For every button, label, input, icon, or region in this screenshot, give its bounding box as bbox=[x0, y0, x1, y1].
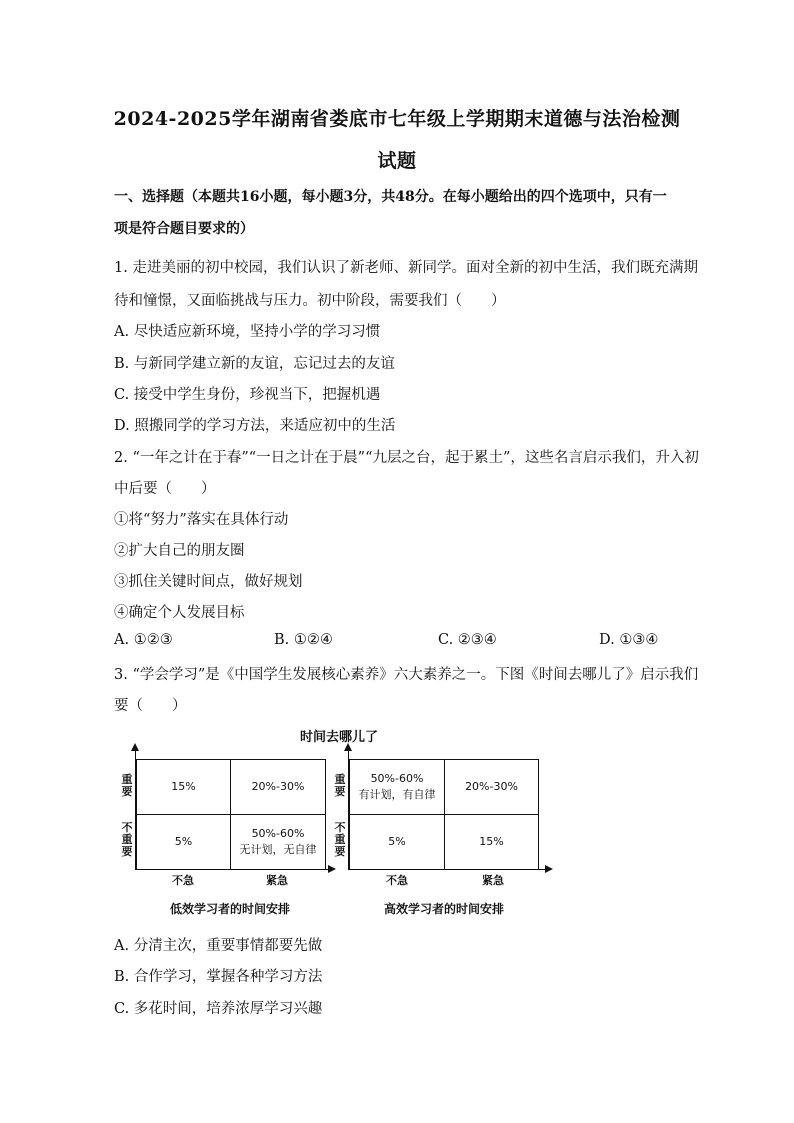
left-y-label-not-important: 不重要 bbox=[121, 821, 133, 858]
question-2-option-b: B. ①②④ bbox=[274, 632, 333, 648]
question-3-option-b: B. 合作学习，掌握各种学习方法 bbox=[114, 969, 323, 985]
right-y-label-important: 重要 bbox=[334, 773, 346, 798]
exam-title-line1: 2024-2025学年湖南省娄底市七年级上学期期末道德与法治检测 bbox=[113, 108, 681, 130]
right-diagram-caption: 高效学习者的时间安排 bbox=[384, 902, 505, 916]
question-2-stem-line2: 中后要（ ） bbox=[114, 481, 216, 497]
left-x-label-not-urgent: 不急 bbox=[172, 874, 194, 887]
question-2-option-d: D. ①③④ bbox=[599, 632, 659, 648]
section-heading-line1: 一、选择题（本题共16小题，每小题3分，共48分。在每小题给出的四个选项中，只有一 bbox=[114, 189, 667, 205]
question-1-option-b: B. 与新同学建立新的友谊，忘记过去的友谊 bbox=[114, 356, 395, 372]
question-2-statement-3: ③抓住关键时间点，做好规划 bbox=[114, 574, 303, 590]
right-y-axis-arrow-icon bbox=[344, 743, 352, 751]
left-cell-note: 无计划，无自律 bbox=[239, 843, 317, 856]
right-x-label-not-urgent: 不急 bbox=[386, 874, 408, 887]
figure-title: 时间去哪儿了 bbox=[299, 730, 378, 745]
left-x-label-urgent: 紧急 bbox=[266, 874, 288, 887]
right-cell-important-urgent: 20%-30% bbox=[444, 759, 539, 815]
left-y-axis-arrow-icon bbox=[131, 743, 139, 751]
left-cell-not-important-not-urgent: 5% bbox=[136, 814, 231, 870]
right-cell-important-not-urgent bbox=[349, 759, 445, 815]
section-heading-line2: 项是符合题目要求的） bbox=[114, 221, 254, 237]
question-1-stem-line2: 待和憧憬，又面临挑战与压力。初中阶段，需要我们（ ） bbox=[114, 293, 506, 309]
right-cell-note: 有计划，有自律 bbox=[358, 788, 436, 801]
left-cell-important-urgent: 20%-30% bbox=[230, 759, 326, 815]
question-1-stem-line1: 1. 走进美丽的初中校园，我们认识了新老师、新同学。面对全新的初中生活，我们既充满期 bbox=[114, 260, 698, 276]
time-allocation-figure bbox=[114, 726, 564, 926]
right-cell-percent: 50%-60% bbox=[370, 772, 424, 785]
right-y-label-not-important: 不重要 bbox=[334, 821, 346, 858]
question-2-statement-1: ①将“努力”落实在具体行动 bbox=[114, 512, 289, 528]
question-2-option-a: A. ①②③ bbox=[114, 632, 173, 648]
question-2-stem-line1: 2. “一年之计在于春”“一日之计在于晨”“九层之台，起于累土”，这些名言启示我们，升入初 bbox=[114, 450, 699, 466]
right-cell-not-important-urgent: 15% bbox=[444, 814, 539, 870]
question-2-statement-2: ②扩大自己的朋友圈 bbox=[114, 543, 245, 559]
question-1-option-a: A. 尽快适应新环境，坚持小学的学习习惯 bbox=[114, 324, 381, 340]
left-diagram-caption: 低效学习者的时间安排 bbox=[170, 902, 291, 916]
left-y-label-important: 重要 bbox=[121, 773, 133, 798]
right-cell-not-important-not-urgent: 5% bbox=[349, 814, 445, 870]
right-x-axis-arrow-icon bbox=[545, 865, 553, 873]
right-x-label-urgent: 紧急 bbox=[482, 874, 504, 887]
question-1-option-c: C. 接受中学生身份，珍视当下，把握机遇 bbox=[114, 387, 381, 403]
left-cell-important-not-urgent: 15% bbox=[136, 759, 231, 815]
question-3-option-c: C. 多花时间，培养浓厚学习兴趣 bbox=[114, 1001, 323, 1017]
left-cell-percent: 50%-60% bbox=[251, 827, 305, 840]
question-2-statement-4: ④确定个人发展目标 bbox=[114, 605, 245, 621]
left-x-axis-arrow-icon bbox=[328, 865, 336, 873]
question-2-option-c: C. ②③④ bbox=[438, 632, 497, 648]
question-3-stem-line1: 3. “学会学习”是《中国学生发展核心素养》六大素养之一。下图《时间去哪儿了》启示我们 bbox=[114, 667, 699, 683]
question-3-stem-line2: 要（ ） bbox=[114, 698, 187, 714]
question-1-option-d: D. 照搬同学的学习方法，来适应初中的生活 bbox=[114, 418, 396, 434]
left-cell-not-important-urgent bbox=[230, 814, 326, 870]
exam-title-line2: 试题 bbox=[377, 150, 417, 172]
question-3-option-a: A. 分清主次，重要事情都要先做 bbox=[114, 938, 323, 954]
